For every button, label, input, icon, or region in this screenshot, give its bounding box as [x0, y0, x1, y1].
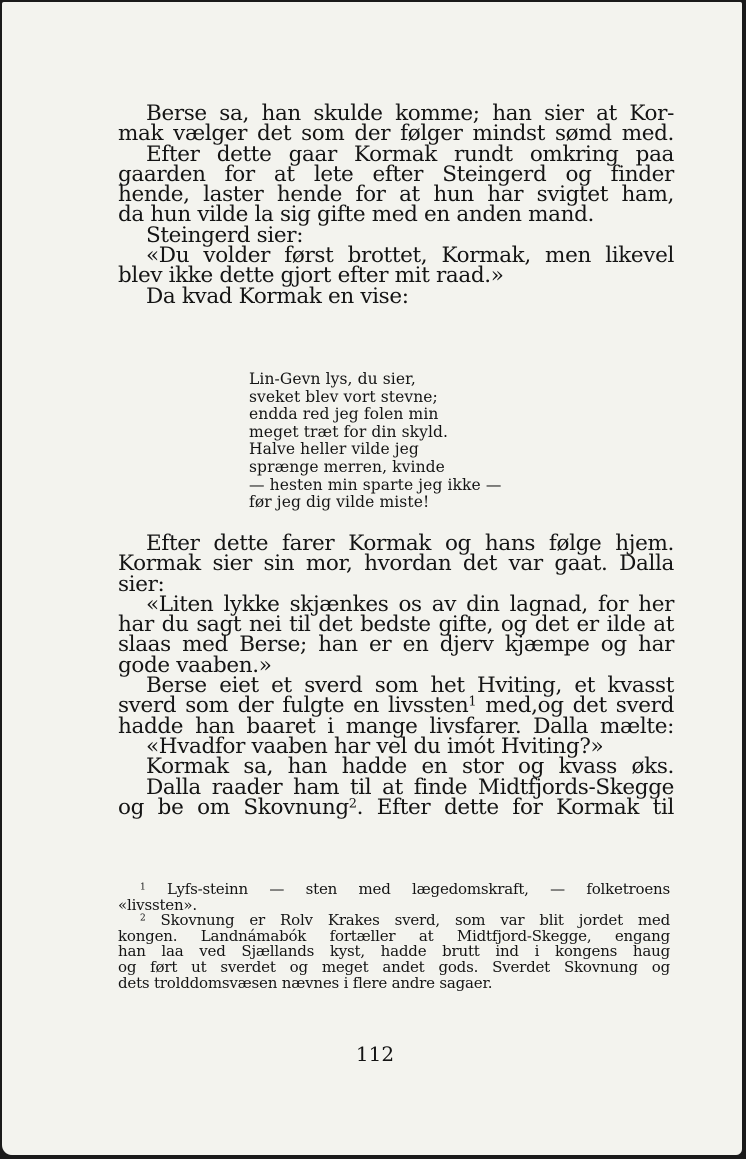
footnote-1	[118, 882, 670, 913]
footnote-line: han laa ved Sjællands kyst, hadde brutt ind i kongens haug	[118, 942, 670, 961]
text-line: gaarden for at lete efter Steingerd og finder	[118, 161, 674, 187]
body-text-top	[118, 101, 674, 309]
footnote-marker: 1	[140, 882, 146, 893]
footnote-2	[118, 913, 670, 991]
text-line: da hun vilde la sig gifte med en anden mand.	[118, 202, 595, 228]
text-line: sier:	[118, 571, 165, 597]
text-line: Kormak sa, han hadde en stor og kvass øks.	[146, 754, 674, 780]
text-line: blev ikke dette gjort efter mit raad.»	[118, 263, 504, 289]
text-line: Steingerd sier:	[146, 222, 304, 248]
footnote-text: Skovnung er Rolv Krakes sverd, som var blit jordet med	[160, 911, 670, 930]
page-number: 112	[355, 1042, 395, 1066]
text-line: Dalla raader ham til at finde Midtfjords-Skegge	[146, 774, 674, 800]
verse-line: endda red jeg folen min	[249, 405, 439, 424]
text-line: slaas med Berse; han er en djerv kjæmpe og har	[118, 632, 674, 658]
text-fragment: sverd som der fulgte en livssten	[118, 693, 469, 719]
text-line: Berse eiet et sverd som het Hviting, et kvasst	[146, 673, 674, 699]
footnote-ref-1: 1	[468, 694, 477, 710]
book-page	[2, 2, 742, 1155]
verse-line: — hesten min sparte jeg ikke —	[249, 475, 502, 494]
footnote-line: «livssten».	[118, 895, 197, 914]
text-line: «Hvadfor vaaben har vel du imót Hviting?»	[146, 733, 604, 759]
footnote-line: kongen. Landnámabók fortæller at Midtfjord-Skegge, engang	[118, 926, 670, 945]
text-line: har du sagt nei til det bedste gifte, og det er ilde at	[118, 612, 674, 638]
footnote-marker: 2	[140, 913, 146, 924]
footnote-line: dets trolddomsvæsen nævnes i flere andre sagaer.	[118, 973, 493, 992]
text-line: Da kvad Kormak en vise:	[146, 283, 409, 309]
footnote-text: Lyfs-steinn — sten med lægedomskraft, — folketroens	[166, 880, 670, 898]
verse-block	[249, 371, 501, 512]
text-line: Berse sa, han skulde komme; han sier at Kor-	[146, 101, 674, 126]
text-line: Efter dette farer Kormak og hans følge hjem.	[146, 531, 674, 556]
text-line: Kormak sier sin mor, hvordan det var gaat. Dalla	[118, 551, 674, 577]
text-line: hadde han baaret i mange livsfarer. Dalla mælte:	[118, 713, 674, 739]
text-line: Efter dette gaar Kormak rundt omkring paa	[146, 141, 674, 167]
text-fragment: med,og det sverd	[476, 693, 674, 719]
text-line: gode vaaben.»	[118, 652, 272, 678]
body-text-bottom	[118, 531, 674, 820]
verse-line: meget træt for din skyld.	[249, 422, 449, 441]
text-line: mak vælger det som der følger mindst sømd med.	[118, 121, 674, 147]
text-fragment: og be om Skovnung	[118, 794, 349, 820]
verse-line: Lin-Gevn lys, du sier,	[249, 370, 416, 388]
verse-line: før jeg dig vilde miste!	[249, 493, 430, 512]
text-line: «Liten lykke skjænkes os av din lagnad, for her	[146, 591, 674, 617]
footnote-ref-2: 2	[348, 796, 357, 812]
footnote-line	[118, 882, 670, 898]
footnote-line: og ført ut sverdet og meget andet gods. Sverdet Skovnung og	[118, 957, 670, 976]
footnotes	[118, 882, 670, 991]
verse-line: Halve heller vilde jeg	[249, 440, 419, 459]
text-line	[118, 794, 674, 820]
text-fragment: . Efter dette for Kormak til	[356, 794, 674, 820]
verse-line: sprænge merren, kvinde	[249, 457, 445, 476]
text-line: «Du volder først brottet, Kormak, men likevel	[146, 243, 674, 269]
verse-line: sveket blev vort stevne;	[249, 387, 438, 406]
text-line: hende, laster hende for at hun har svigtet ham,	[118, 182, 674, 208]
